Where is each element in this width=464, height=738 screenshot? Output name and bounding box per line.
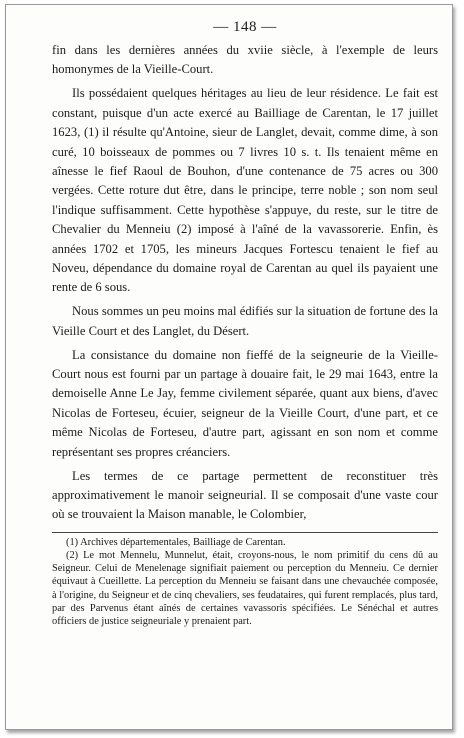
footnotes xyxy=(52,536,438,628)
body-text xyxy=(52,41,438,525)
paragraph: La consistance du domaine non fieffé de la seigneurie de la Vieille-Court nous est fourni par un partage à douaire fait, le 29 mai 1643, entre la demoiselle Anne Le Jay, femme civilement séparée, quant aux biens, d'avec Nicolas de Forteseu, écuier, seigneur de la Vieille Court, d'une part, et ce même Nicolas de Forteseu, d'autre part, agissant en son nom et comme représentant ses propres créanciers. xyxy=(52,347,438,459)
book-page xyxy=(52,17,438,628)
paragraph: Nous sommes un peu moins mal édifiés sur la situation de fortune des la Vieille Court et des Langlet, du Désert. xyxy=(52,304,438,338)
footnote: (1) Archives départementales, Bailliage de Carentan. xyxy=(66,536,286,548)
footnote-divider xyxy=(52,532,438,533)
page-number: — 148 — xyxy=(213,19,277,35)
paragraph: Les termes de ce partage permettent de reconstituer très approximativement le manoir seigneurial. Il se composait d'une vaste cour où se trouvaient la Maison manable, le Colombier, xyxy=(52,468,438,522)
page-frame xyxy=(5,4,453,730)
footnote: (2) Le mot Mennelu, Munnelut, était, croyons-nous, le nom primitif du cens dû au Seigneur. Celui de Menelenage signifiait paiement ou perception du Menneiu. Ce dernier équivaut à Cueillette. La perception du Menneiu se faisant dans une chevauchée composée, à l'origine, du Seigneur et de cinq chevaliers, ses feudataires, qui furent remplacés, plus tard, par des Parvenus étant aînés de certaines vavassoris spécifiées. Le Sénéchal et autres officiers de justice seigneuriale y prenaient part. xyxy=(52,549,438,627)
paragraph: fin dans les dernières années du xviie siècle, à l'exemple de leurs homonymes de la Vieille-Court. xyxy=(52,43,438,77)
paragraph: Ils possédaient quelques héritages au lieu de leur résidence. Le fait est constant, puisque d'un acte exercé au Bailliage de Carentan, le 17 juillet 1623, (1) il résulte qu'Antoine, sieur de Langlet, devait, comme dime, à son curé, 10 boisseaux de pommes ou 7 livres 10 s. t. Ils tenaient même en aînesse le fief Raoul de Bouhon, d'une contenance de 75 acres ou 300 vergées. Cette roture dut être, dans le principe, terre noble ; son nom seul l'indique suffisamment. Cette hypothèse s'appuye, du reste, sur le titre de Chevalier du Menneiu (2) imposé à l'aîné de la vavassorerie. Enfin, ès années 1702 et 1705, les mineurs Jacques Fortescu tenaient le fief au Noveu, dépendance du domaine royal de Carentan au quel ils payaient une rente de 6 sous. xyxy=(52,86,438,295)
